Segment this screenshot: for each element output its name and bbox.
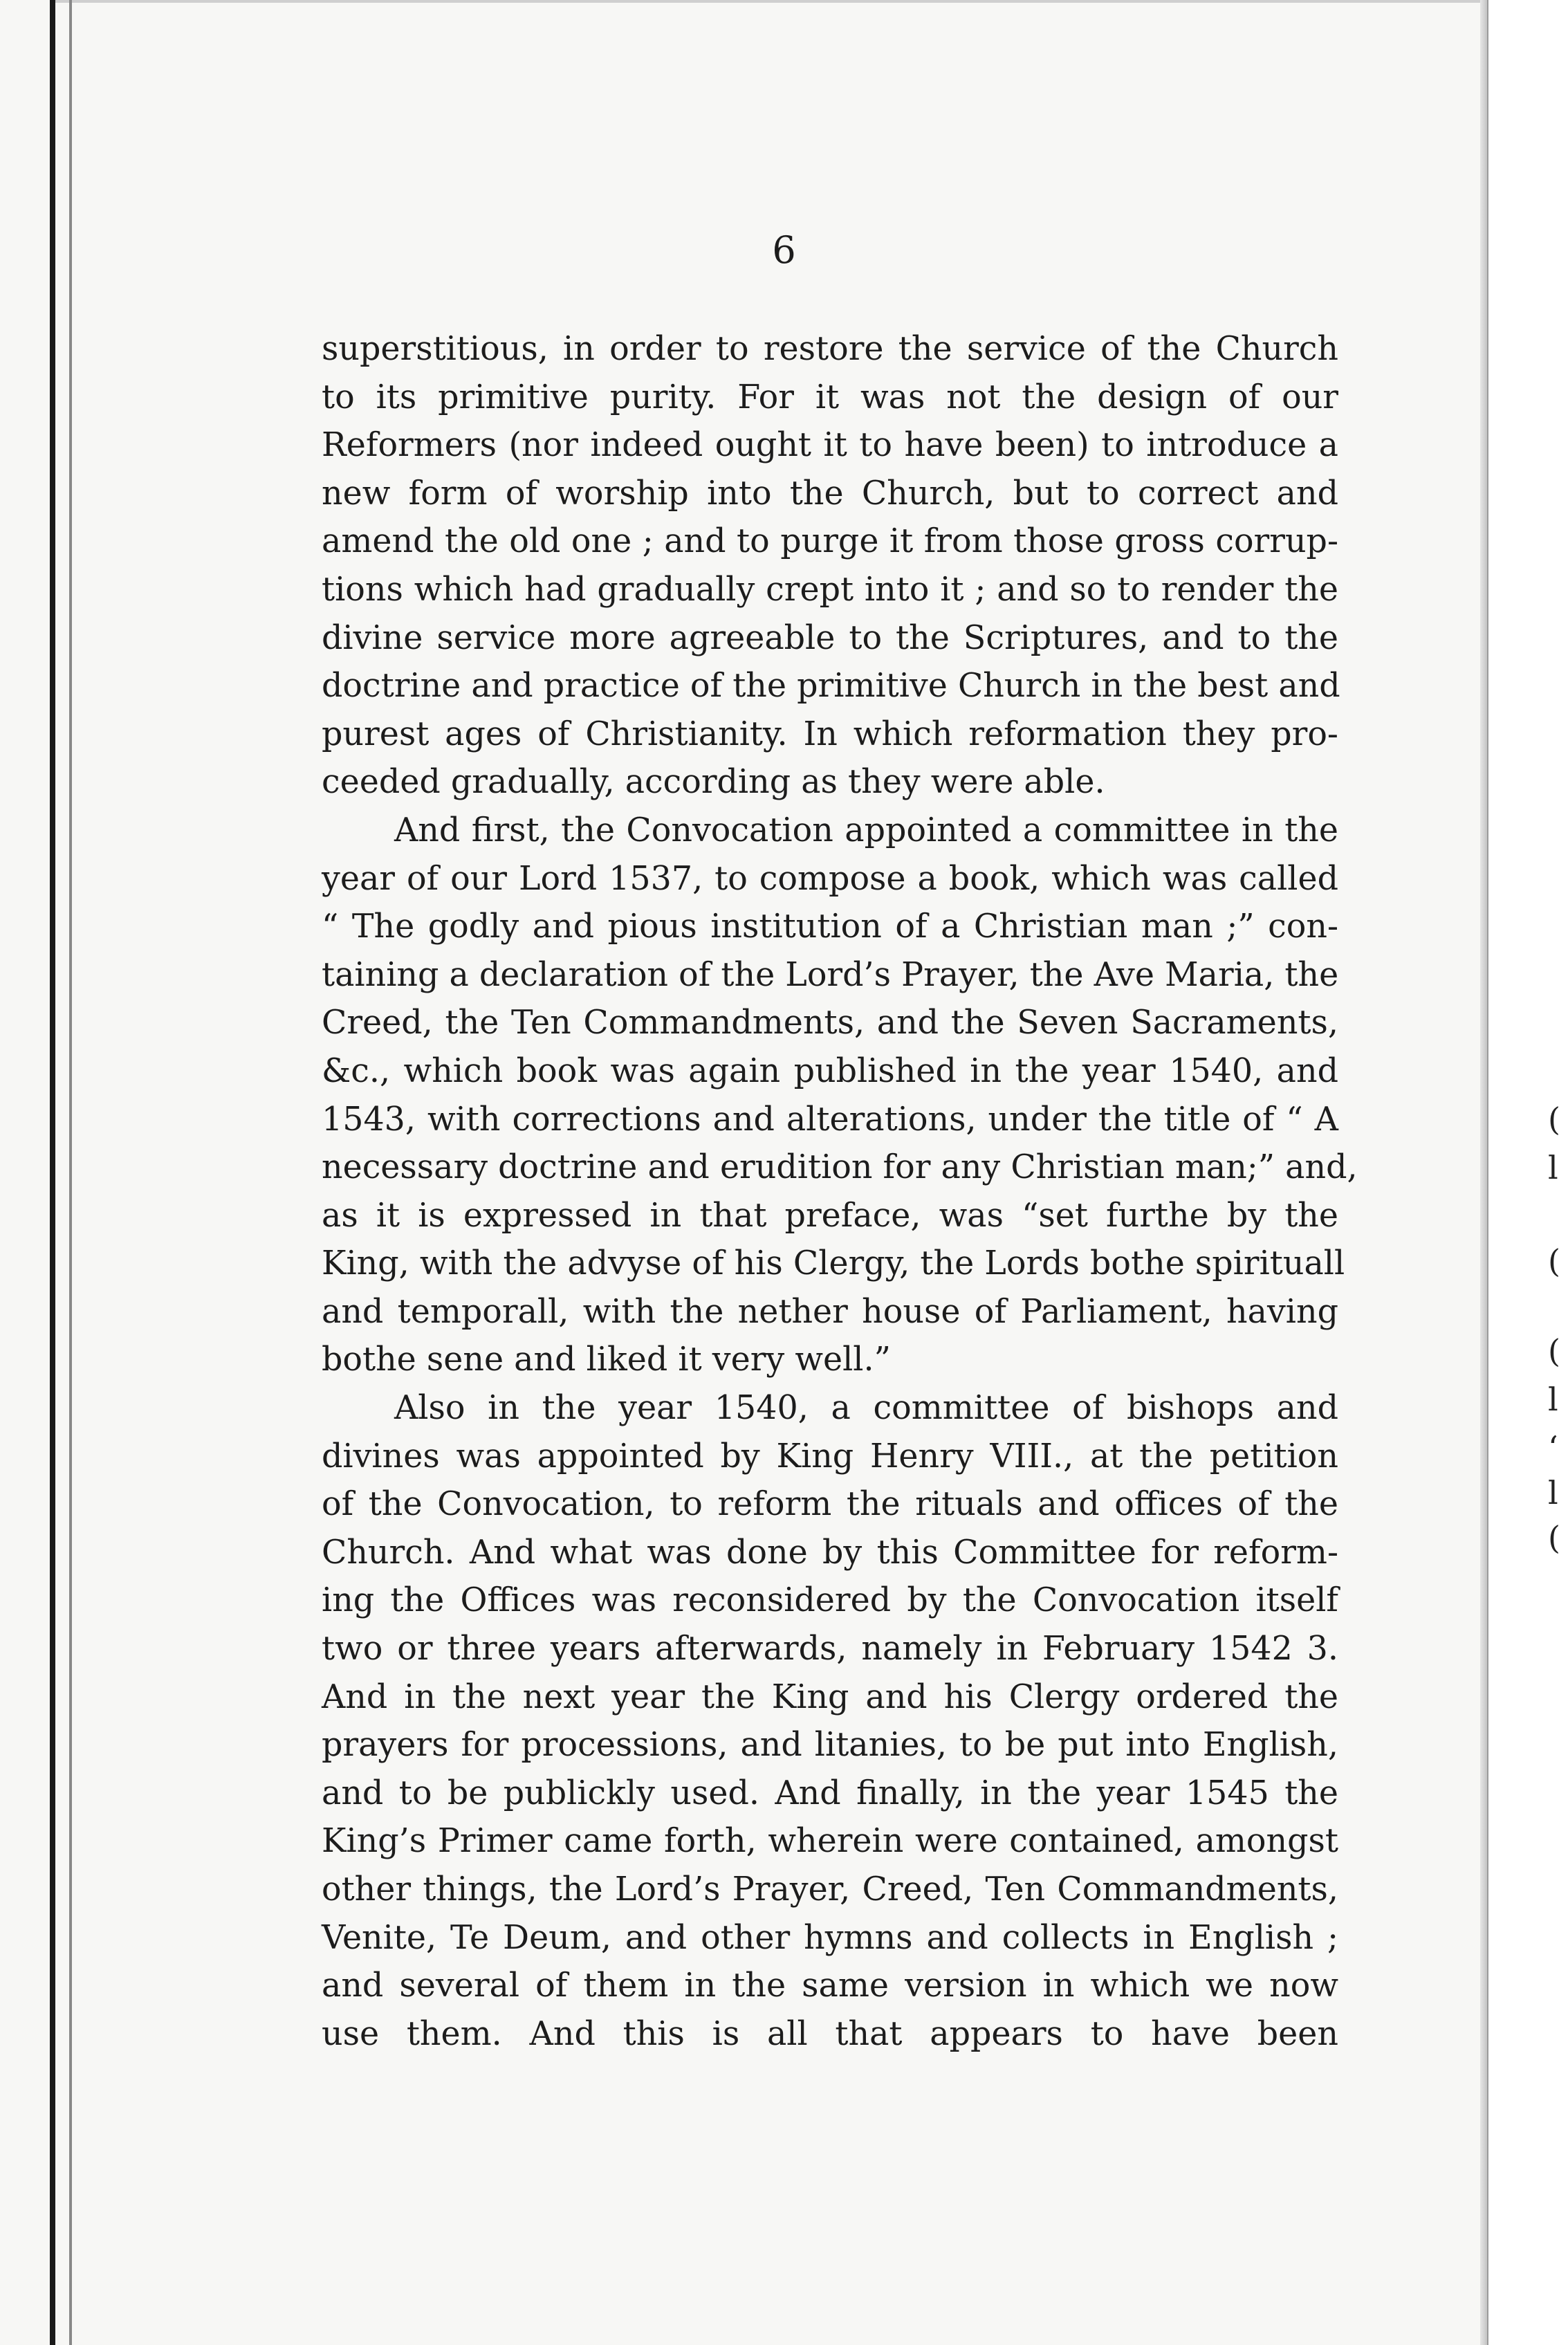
text-line: new form of worship into the Church, but to correct and [322,474,1338,513]
bleed-through-char: ( [1548,1519,1560,1556]
bleed-through-char: l [1548,1381,1558,1418]
text-line: Also in the year 1540, a committee of bishops and [394,1389,1338,1428]
text-line: “ The godly and pious institution of a Christian man ;” con- [322,908,1338,946]
text-line: amend the old one ; and to purge it from those gross corrup- [322,522,1338,561]
text-line: superstitious, in order to restore the service of the Church [322,330,1338,368]
text-line: &c., which book was again published in the year 1540, and [322,1051,1338,1090]
bleed-through-char: ( [1548,1332,1560,1370]
text-line: King’s Primer came forth, wherein were contained, amongst [322,1822,1338,1861]
text-line: to its primitive purity. For it was not the design of our [322,378,1338,416]
binding-edge-light [69,0,72,2345]
page-top-edge [55,0,1494,3]
text-line: year of our Lord 1537, to compose a book, which was called [322,859,1338,898]
text-line: prayers for processions, and litanies, to be put into English, [322,1726,1338,1765]
text-line: bothe sene and liked it very well.” [322,1341,891,1379]
paragraph-2 [322,807,1358,1384]
text-line: Venite, Te Deum, and other hymns and collects in English ; [322,1918,1338,1957]
bleed-through-char: l [1548,1474,1558,1511]
text-line: divines was appointed by King Henry VIII., at the petition [322,1437,1338,1475]
text-line: necessary doctrine and erudition for any Christian man;” and, [322,1148,1358,1187]
text-line: tions which had gradually crept into it ; and so to render the [322,570,1338,609]
text-line: purest ages of Christianity. In which reformation they pro- [322,715,1338,753]
text-line: use them. And this is all that appears to have been [322,2014,1338,2053]
text-line: King, with the advyse of his Clergy, the Lords bothe spirituall [322,1244,1345,1283]
text-line: of the Convocation, to reform the rituals and offices of the [322,1485,1338,1524]
bleed-through-char: ‘ [1548,1429,1558,1466]
text-line: and temporall, with the nether house of Parliament, having [322,1292,1338,1331]
text-line: doctrine and practice of the primitive Church in the best and [322,667,1340,706]
text-line: ing the Offices was reconsidered by the Convocation itself [322,1581,1338,1620]
text-line: divine service more agreeable to the Scriptures, and to the [322,618,1338,657]
text-line: taining a declaration of the Lord’s Prayer, the Ave Maria, the [322,955,1339,994]
page-number: 6 [772,228,796,272]
text-line: as it is expressed in that preface, was “set furthe by the [322,1196,1338,1235]
text-line: other things, the Lord’s Prayer, Creed, Ten Commandments, [322,1870,1338,1909]
paragraph-1 [322,325,1338,807]
text-line: 1543, with corrections and alterations, under the title of “ A [322,1100,1338,1139]
bleed-through-char: ( [1548,1242,1560,1280]
bleed-through-char: ( [1548,1101,1560,1138]
paragraph-3 [322,1384,1338,2058]
text-line: and several of them in the same version in which we now [322,1967,1338,2005]
text-line: and to be publickly used. And finally, in the year 1545 the [322,1774,1338,1812]
text-line: Reformers (nor indeed ought it to have been) to introduce a [322,426,1338,465]
text-line: And first, the Convocation appointed a committee in the [394,811,1338,849]
body-text [322,325,1358,2058]
binding-edge-dark [50,0,55,2345]
bleed-through-char: l [1548,1149,1558,1186]
text-line: And in the next year the King and his Clergy ordered the [322,1677,1338,1716]
text-line: ceeded gradually, according as they were able. [322,763,1105,802]
text-line: Creed, the Ten Commandments, and the Seven Sacraments, [322,1004,1338,1042]
text-line: Church. And what was done by this Committee for reform- [322,1533,1338,1572]
text-line: two or three years afterwards, namely in February 1542 3. [322,1630,1338,1668]
